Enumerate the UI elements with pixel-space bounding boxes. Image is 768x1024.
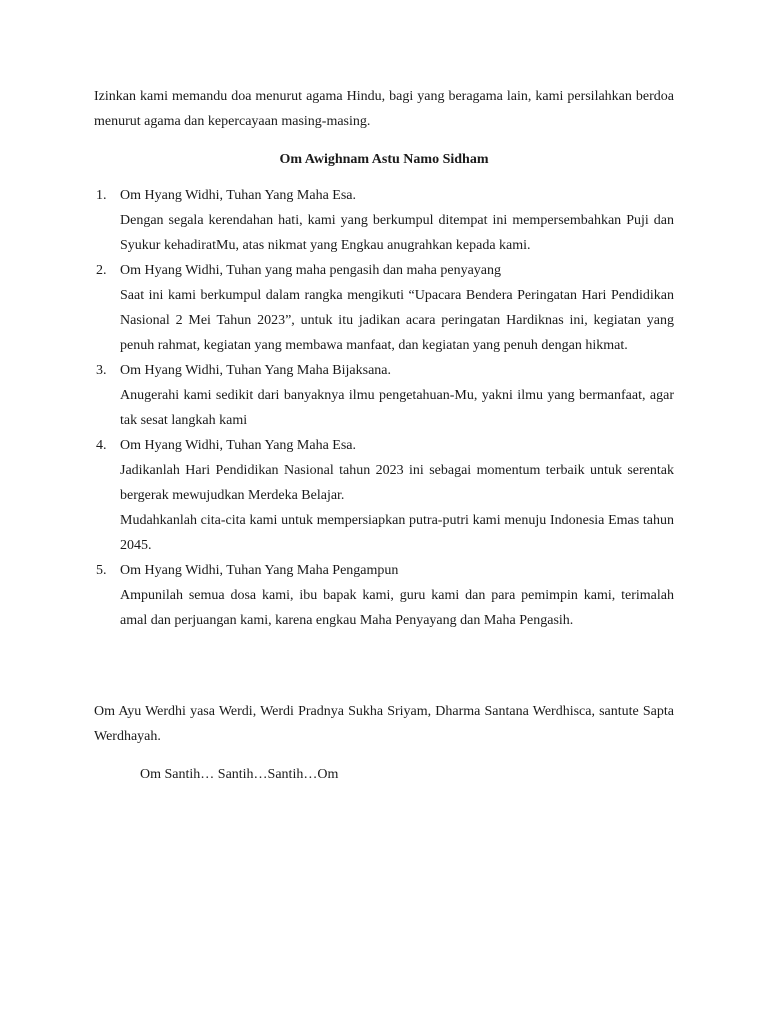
item-paragraph: Dengan segala kerendahan hati, kami yang berkumpul ditempat ini mempersembahkan Puji dan Syukur kehadiratMu, atas nikmat yang Engkau anugrahkan kepada kami. bbox=[120, 213, 674, 253]
prayer-item-5 bbox=[94, 558, 674, 633]
item-number: 4. bbox=[96, 438, 107, 453]
item-paragraph: Mudahkanlah cita-cita kami untuk mempersiapkan putra-putri kami menuju Indonesia Emas tahun 2045. bbox=[120, 513, 674, 553]
prayer-item-4 bbox=[94, 433, 674, 558]
item-paragraph: Jadikanlah Hari Pendidikan Nasional tahun 2023 ini sebagai momentum terbaik untuk serentak bergerak mewujudkan Merdeka Belajar. bbox=[120, 463, 674, 503]
prayer-list bbox=[94, 183, 674, 633]
closing-paragraph: Om Ayu Werdhi yasa Werdi, Werdi Pradnya Sukha Sriyam, Dharma Santana Werdhisca, santute Sapta Werdhayah. bbox=[94, 704, 674, 744]
item-title: Om Hyang Widhi, Tuhan Yang Maha Pengampun bbox=[120, 563, 399, 578]
item-title: Om Hyang Widhi, Tuhan yang maha pengasih dan maha penyayang bbox=[120, 263, 501, 278]
prayer-item-1 bbox=[94, 183, 674, 258]
item-title: Om Hyang Widhi, Tuhan Yang Maha Bijaksana. bbox=[120, 363, 392, 378]
item-paragraph: Ampunilah semua dosa kami, ibu bapak kami, guru kami dan para pemimpin kami, terimalah amal dan perjuangan kami, karena engkau Maha Penyayang dan Maha Pengasih. bbox=[120, 588, 674, 628]
item-paragraph: Saat ini kami berkumpul dalam rangka mengikuti “Upacara Bendera Peringatan Hari Pendidikan Nasional 2 Mei Tahun 2023”, untuk itu jadikan acara peringatan Hardiknas ini, kegiatan yang penuh rahmat, kegiatan yang membawa manfaat, dan kegiatan yang penuh dengan hikmat. bbox=[120, 288, 674, 353]
prayer-item-2 bbox=[94, 258, 674, 358]
item-title: Om Hyang Widhi, Tuhan Yang Maha Esa. bbox=[120, 438, 357, 453]
item-number: 5. bbox=[96, 563, 107, 578]
closing-salutation: Om Santih… Santih…Santih…Om bbox=[140, 767, 339, 782]
item-number: 3. bbox=[96, 363, 107, 378]
prayer-heading: Om Awighnam Astu Namo Sidham bbox=[279, 152, 489, 167]
prayer-item-3 bbox=[94, 358, 674, 433]
item-title: Om Hyang Widhi, Tuhan Yang Maha Esa. bbox=[120, 188, 357, 203]
item-number: 2. bbox=[96, 263, 107, 278]
intro-paragraph: Izinkan kami memandu doa menurut agama Hindu, bagi yang beragama lain, kami persilahkan berdoa menurut agama dan kepercayaan masing-masing. bbox=[94, 89, 674, 129]
item-paragraph: Anugerahi kami sedikit dari banyaknya ilmu pengetahuan-Mu, yakni ilmu yang bermanfaat, agar tak sesat langkah kami bbox=[120, 388, 674, 428]
item-number: 1. bbox=[96, 188, 107, 203]
